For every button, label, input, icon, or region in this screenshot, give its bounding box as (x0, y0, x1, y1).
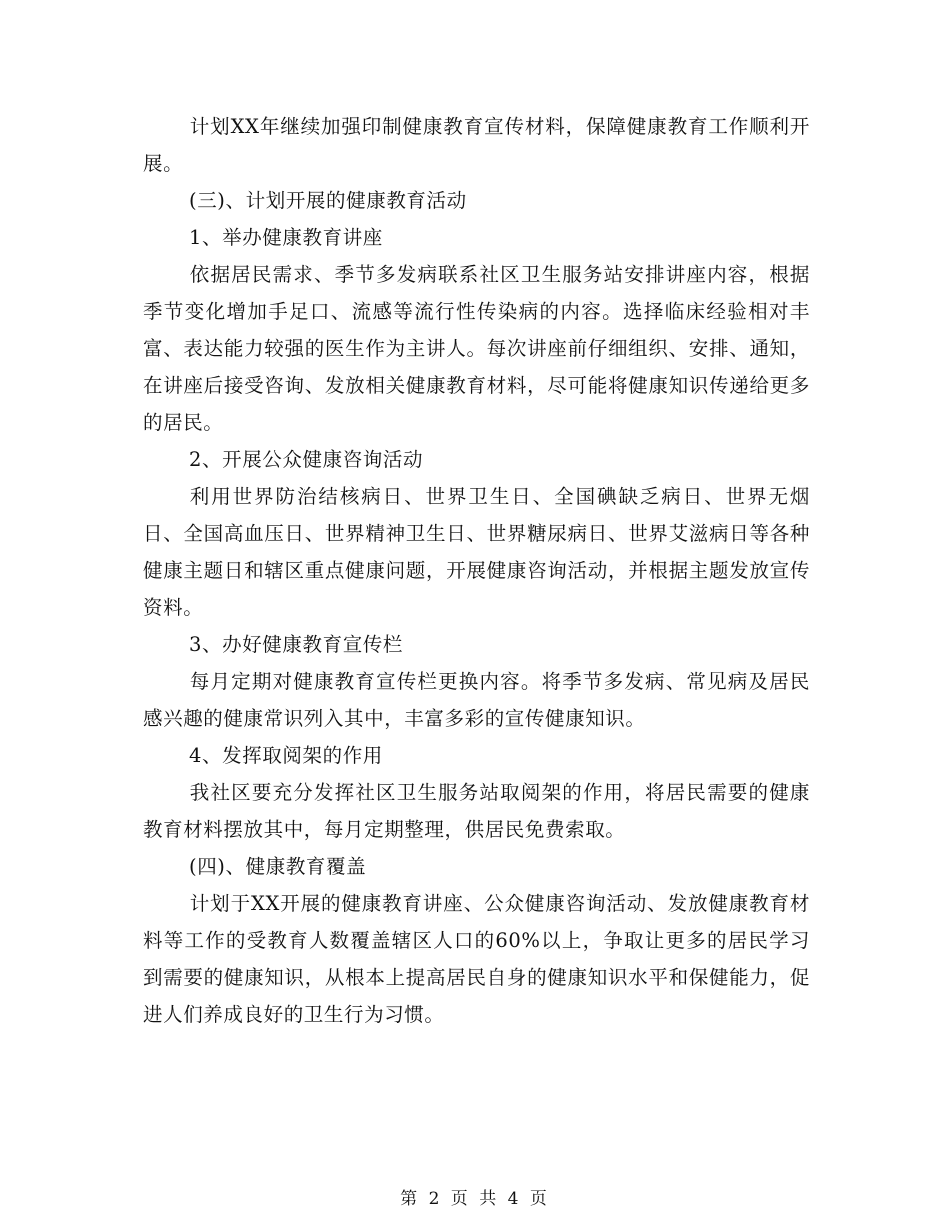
document-body (143, 108, 810, 1033)
paragraph: 我社区要充分发挥社区卫生服务站取阅架的作用，将居民需要的健康教育材料摆放其中，每月定期整理，供居民免费索取。 (143, 781, 810, 841)
section-heading: (四)、健康教育覆盖 (189, 855, 367, 878)
subsection-heading: 2、开展公众健康咨询活动 (189, 448, 424, 471)
section-heading: (三)、计划开展的健康教育活动 (189, 189, 467, 212)
paragraph: 依据居民需求、季节多发病联系社区卫生服务站安排讲座内容，根据季节变化增加手足口、流感等流行性传染病的内容。选择临床经验相对丰富、表达能力较强的医生作为主讲人。每次讲座前仔细组织、安排、通知，在讲座后接受咨询、发放相关健康教育材料，尽可能将健康知识传递给更多的居民。 (143, 263, 810, 434)
paragraph: 利用世界防治结核病日、世界卫生日、全国碘缺乏病日、世界无烟日、全国高血压日、世界精神卫生日、世界糖尿病日、世界艾滋病日等各种健康主题日和辖区重点健康问题，开展健康咨询活动，并根据主题发放宣传资料。 (143, 485, 810, 619)
page-number-footer: 第 2 页 共 4 页 (400, 1189, 550, 1209)
paragraph: 计划于XX开展的健康教育讲座、公众健康咨询活动、发放健康教育材料等工作的受教育人数覆盖辖区人口的60%以上，争取让更多的居民学习到需要的健康知识，从根本上提高居民自身的健康知识水平和保健能力，促进人们养成良好的卫生行为习惯。 (143, 892, 810, 1026)
paragraph: 计划XX年继续加强印制健康教育宣传材料，保障健康教育工作顺利开展。 (143, 115, 810, 175)
paragraph: 每月定期对健康教育宣传栏更换内容。将季节多发病、常见病及居民感兴趣的健康常识列入其中，丰富多彩的宣传健康知识。 (143, 670, 810, 730)
subsection-heading: 3、办好健康教育宣传栏 (189, 633, 404, 656)
subsection-heading: 4、发挥取阅架的作用 (189, 744, 383, 767)
subsection-heading: 1、举办健康教育讲座 (189, 226, 383, 249)
